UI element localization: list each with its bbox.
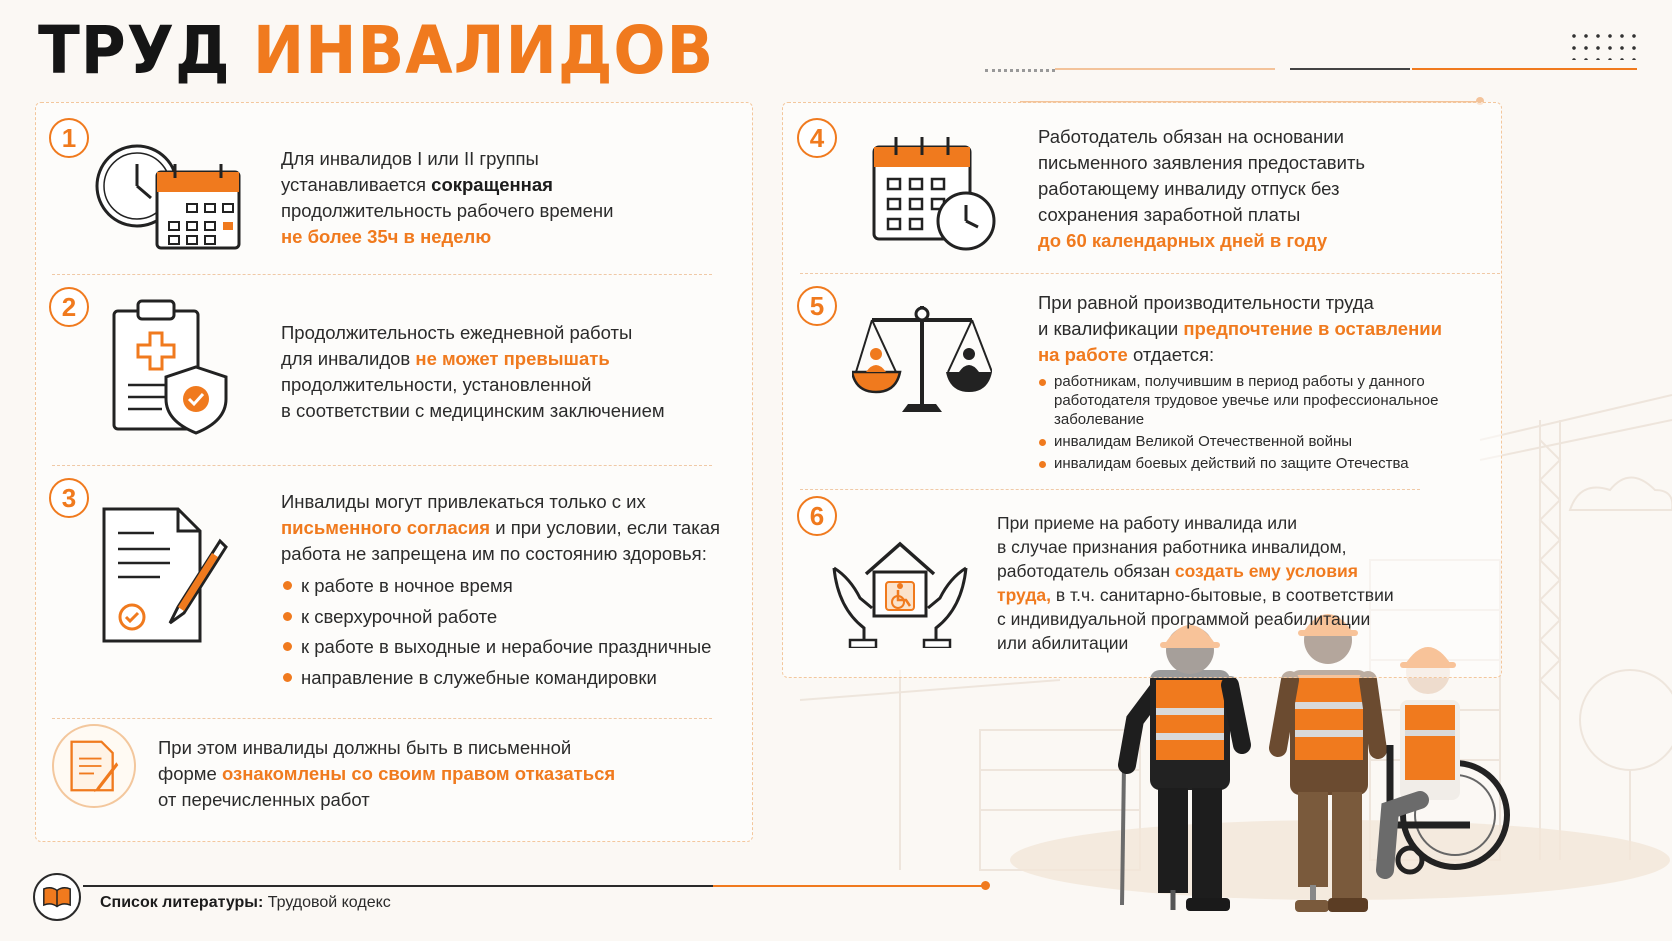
note-text — [158, 735, 615, 813]
text-highlight: на работе — [1038, 344, 1128, 365]
clock-calendar-icon — [95, 142, 245, 252]
text-highlight: труда, — [997, 585, 1052, 605]
text-highlight: ознакомлены со своим правом отказаться — [221, 763, 616, 784]
deco-line-dark — [1290, 68, 1410, 70]
text-line: устанавливается — [281, 174, 432, 195]
bullet-item: работникам, получившим в период работы у данного работодателя трудовое увечье или профессиональное заболевание — [1038, 372, 1448, 429]
text-line: письменного заявления предоставить — [1038, 152, 1366, 173]
deco-line-orange-2 — [1412, 68, 1637, 70]
medical-clipboard-shield-icon — [108, 297, 238, 437]
balance-scale-icon — [852, 300, 992, 420]
text-line: работа не запрещена им по состоянию здоровья: — [281, 543, 707, 564]
text-highlight: письменного согласия — [281, 517, 491, 538]
text-line: в случае признания работника инвалидом, — [997, 537, 1347, 557]
text-line: При этом инвалиды должны быть в письменной — [158, 737, 572, 758]
separator — [800, 489, 1420, 490]
text-line: отдается: — [1127, 344, 1215, 365]
item-number: 1 — [49, 118, 89, 158]
text-line: с индивидуальной программой реабилитации — [997, 609, 1371, 629]
text-line: продолжительность рабочего времени — [281, 200, 614, 221]
deco-dots-line — [985, 69, 1055, 72]
text-line: продолжительности, установленной — [281, 374, 592, 395]
text-line: или абилитации — [997, 633, 1129, 653]
text-bold: сокращенная — [431, 174, 553, 195]
document-pen-icon — [100, 505, 230, 645]
text-line: Для инвалидов I или II группы — [281, 148, 539, 169]
separator — [52, 465, 712, 466]
item-2-text — [281, 320, 665, 424]
item-4-text — [1038, 124, 1365, 254]
text-line: и квалификации — [1038, 318, 1184, 339]
footer-line-orange — [713, 885, 983, 887]
footer-references — [100, 894, 391, 912]
item-number: 4 — [797, 118, 837, 158]
text-line: в соответствии с медицинским заключением — [281, 400, 665, 421]
text-line: При приеме на работу инвалида или — [997, 513, 1298, 533]
bullet-item: к работе в ночное время — [281, 571, 720, 602]
text-line: При равной производительности труда — [1038, 292, 1374, 313]
item-1-text — [281, 146, 613, 250]
text-line: для инвалидов — [281, 348, 416, 369]
calendar-clock-icon — [870, 133, 1000, 253]
footer-dot — [981, 881, 990, 890]
text-line: Инвалиды могут привлекаться только с их — [281, 491, 646, 512]
item-number: 3 — [49, 478, 89, 518]
bullet-item: к сверхурочной работе — [281, 602, 720, 633]
hands-house-wheelchair-icon — [830, 528, 970, 648]
text-line: и при условии, если такая — [490, 517, 721, 538]
footer-book-badge — [33, 873, 81, 921]
text-line: работодатель обязан — [997, 561, 1175, 581]
deco-dots-grid — [1568, 30, 1640, 60]
item-5-text — [1038, 290, 1442, 368]
footer-value: Трудовой кодекс — [263, 894, 391, 911]
text-line: в т.ч. санитарно-бытовые, в соответствии — [1051, 585, 1394, 605]
text-line: сохранения заработной платы — [1038, 204, 1301, 225]
item-3-bullets — [281, 571, 720, 693]
item-3-text — [281, 489, 720, 693]
text-line: Работодатель обязан на основании — [1038, 126, 1344, 147]
text-line: работающему инвалиду отпуск без — [1038, 178, 1340, 199]
item-number: 2 — [49, 287, 89, 327]
bullet-item: к работе в выходные и нерабочие праздничные — [281, 632, 720, 663]
book-icon — [42, 886, 72, 908]
item-6-text — [997, 511, 1394, 655]
bullet-item: направление в служебные командировки — [281, 663, 720, 694]
bullet-item: инвалидам Великой Отечественной войны — [1038, 432, 1448, 451]
text-highlight: не более 35ч в неделю — [281, 226, 492, 247]
item-5-bullets — [1038, 372, 1448, 473]
text-highlight: предпочтение в оставлении — [1183, 318, 1442, 339]
item-number: 5 — [797, 286, 837, 326]
title-part2: ИНВАЛИДОВ — [252, 12, 715, 89]
text-line: Продолжительность ежедневной работы — [281, 322, 633, 343]
title-part1: ТРУД — [38, 12, 231, 89]
footer-line-dark — [83, 885, 713, 887]
deco-line-orange-1 — [1055, 68, 1275, 70]
text-line: от перечисленных работ — [158, 789, 370, 810]
written-document-icon — [66, 738, 122, 794]
text-line: форме — [158, 763, 222, 784]
footer-label: Список литературы: — [100, 894, 264, 911]
separator — [52, 274, 712, 275]
separator — [800, 273, 1500, 274]
page-title — [38, 12, 715, 89]
bullet-item: инвалидам боевых действий по защите Отечества — [1038, 454, 1448, 473]
text-highlight: создать ему условия — [1174, 561, 1358, 581]
text-highlight: не может превышать — [415, 348, 610, 369]
separator — [52, 718, 712, 719]
item-number: 6 — [797, 496, 837, 536]
text-highlight: до 60 календарных дней в году — [1038, 230, 1328, 251]
